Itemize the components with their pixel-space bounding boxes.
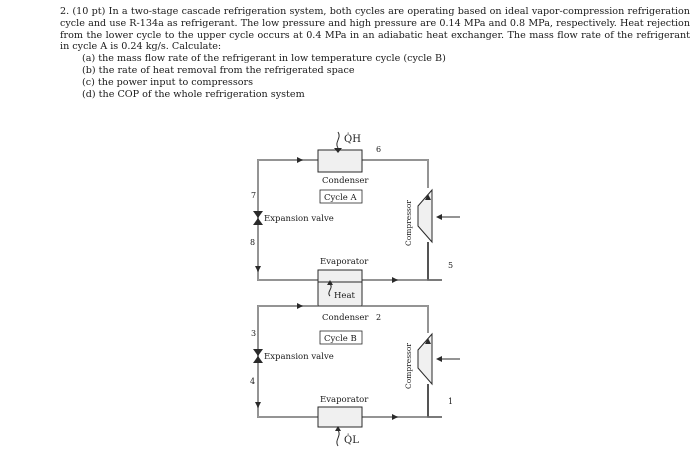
evaporator-b-label: Evaporator xyxy=(320,395,369,405)
q-l-label: Q̇L xyxy=(344,435,359,446)
heat-in-arrow xyxy=(335,426,341,446)
cycle-b-label: Cycle B xyxy=(324,334,357,344)
state-8: 8 xyxy=(250,238,256,247)
state-6: 6 xyxy=(376,145,382,154)
compressor-b-label: Compressor xyxy=(404,343,413,389)
question-d: (d) the COP of the whole refrigeration system xyxy=(82,88,305,100)
state-7: 7 xyxy=(251,191,257,200)
compressor-b-shape xyxy=(418,334,432,384)
state-2: 2 xyxy=(376,313,382,322)
expansion-valve-b-icon xyxy=(253,349,263,363)
heat-label: Heat xyxy=(334,291,355,301)
state-4: 4 xyxy=(250,377,256,386)
state-1: 1 xyxy=(448,397,454,406)
state-5: 5 xyxy=(448,261,454,270)
problem-statement: 2. (10 pt) In a two-stage cascade refrigeration system, both cycles are operating based on ideal vapor-compression refrigeration cycle and use R-134a as refrigerant. The low pressure and high pressure are 0.14 MPa and 0.8 MPa, respectively. Heat rejection from the lower cycle to the upper cycle occurs at 0.4 MPa in an adiabatic heat exchanger. The mass flow rate of the refrigerant in cycle A is 0.24 kg/s. Calculate: xyxy=(60,6,690,53)
compressor-a-label: Compressor xyxy=(404,200,413,246)
evaporator-a-label: Evaporator xyxy=(320,257,369,267)
expansion-valve-b-label: Expansion valve xyxy=(264,352,334,362)
condenser-b-label: Condenser xyxy=(322,313,369,323)
expansion-valve-a-label: Expansion valve xyxy=(264,214,334,224)
question-c: (c) the power input to compressors xyxy=(82,76,254,88)
cycle-a-label: Cycle A xyxy=(324,193,357,203)
question-a: (a) the mass flow rate of the refrigerant in low temperature cycle (cycle B) xyxy=(82,53,446,65)
condenser-a-box xyxy=(318,150,362,172)
question-b: (b) the rate of heat removal from the refrigerated space xyxy=(82,64,355,76)
condenser-a-label: Condenser xyxy=(322,176,369,186)
q-h-label: Q̇H xyxy=(344,134,361,145)
expansion-valve-a-icon xyxy=(253,211,263,225)
evaporator-b-box xyxy=(318,407,362,427)
state-3: 3 xyxy=(251,329,257,338)
